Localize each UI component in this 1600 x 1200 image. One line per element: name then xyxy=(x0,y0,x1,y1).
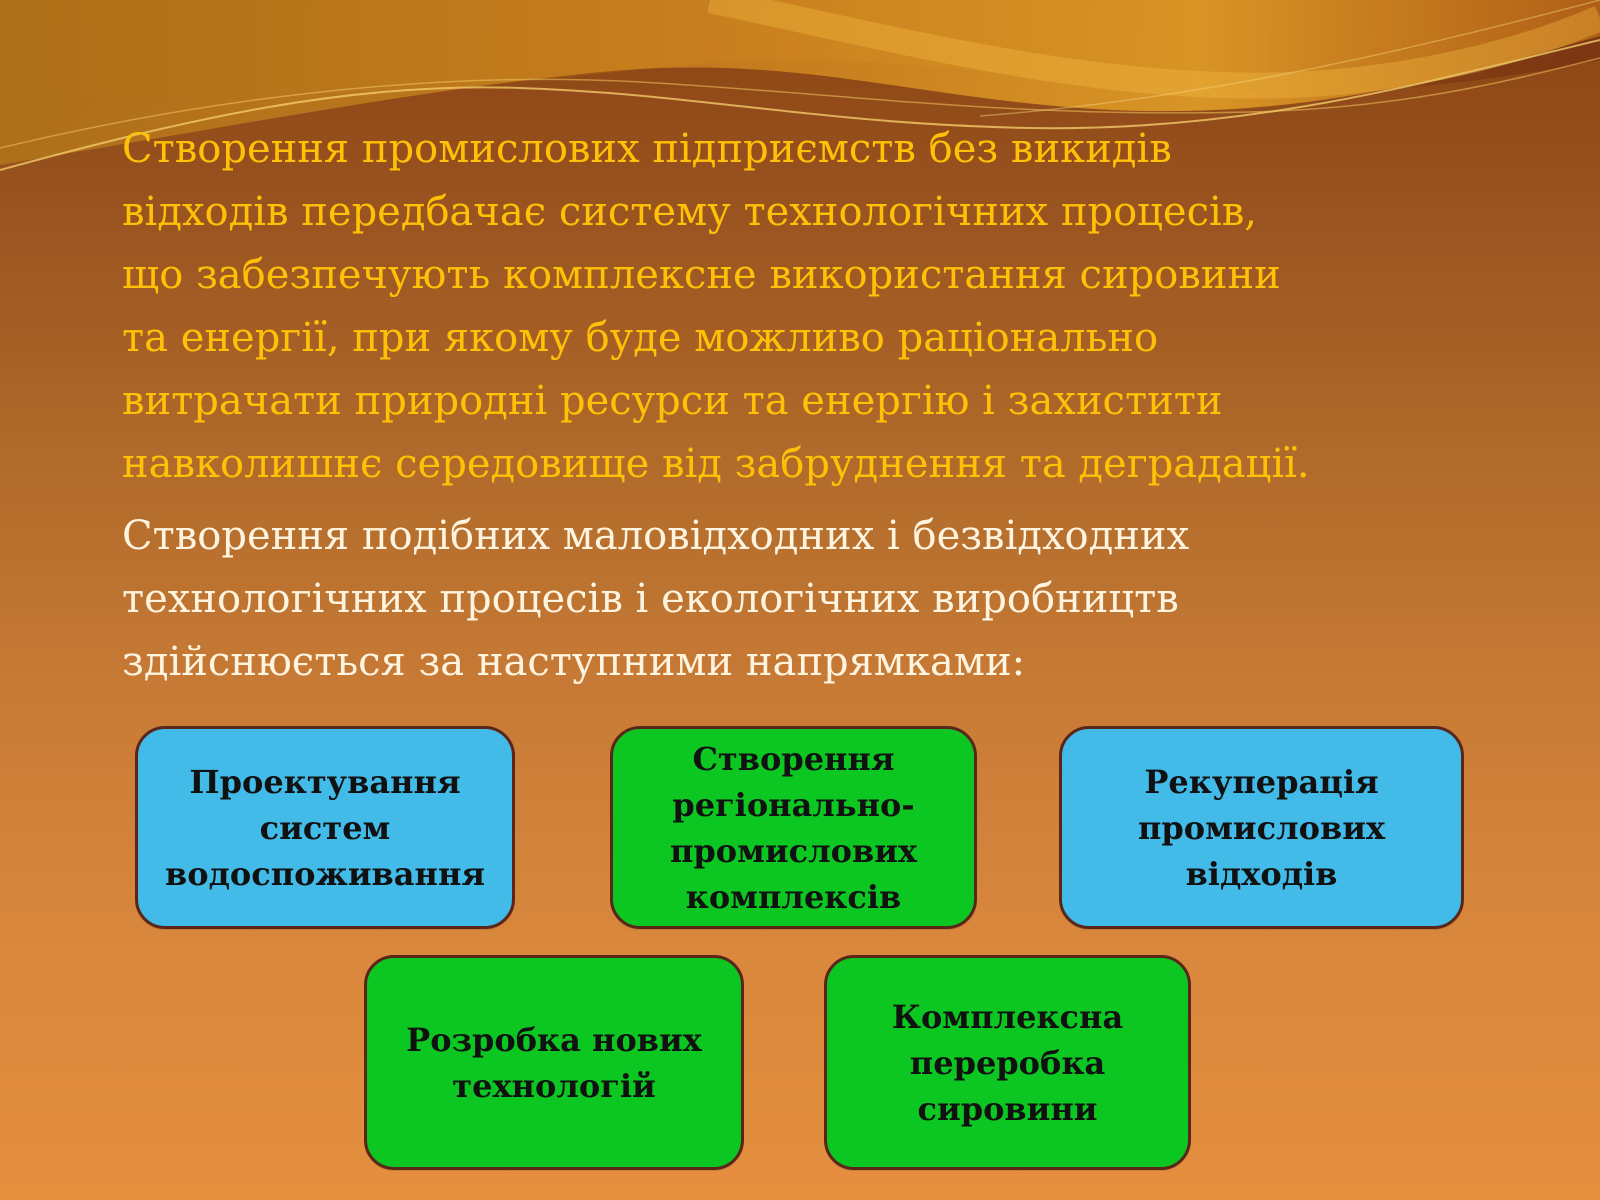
direction-box-regional-industrial-complexes: Створення регіонально- промислових комплексів xyxy=(610,726,977,929)
directions-intro-paragraph: Створення подібних маловідходних і безвідходних технологічних процесів і екологічних виробництв здійснюється за наступними напрямками: xyxy=(122,513,1190,685)
intro-paragraph: Створення промислових підприємств без викидів відходів передбачає систему технологічних процесів, що забезпечують комплексне використання сировини та енергії, при якому буде можливо раціонально витрачати природні ресурси та енергію і захистити навколишнє середовище від забруднення та деградації. xyxy=(122,126,1310,487)
direction-box-waste-recuperation: Рекуперація промислових відходів xyxy=(1059,726,1464,929)
direction-box-water-consumption: Проектування систем водоспоживання xyxy=(135,726,515,929)
direction-box-new-technologies: Розробка нових технологій xyxy=(364,955,744,1170)
direction-box-raw-material-processing: Комплексна переробка сировини xyxy=(824,955,1191,1170)
